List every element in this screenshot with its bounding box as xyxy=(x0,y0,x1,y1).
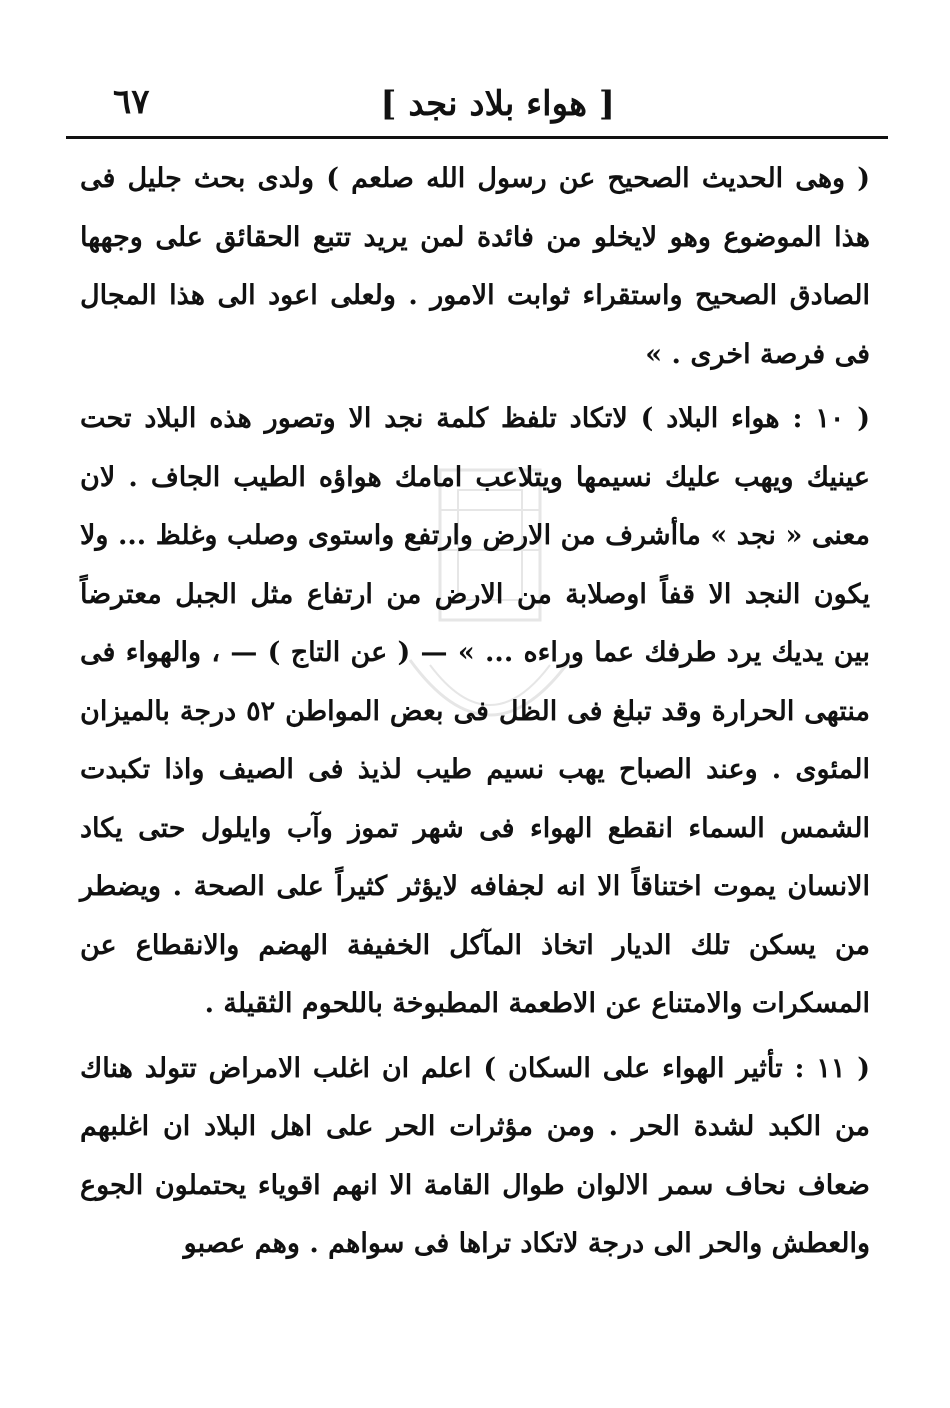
page-header xyxy=(95,78,855,130)
paragraph: ( ١١ : تأثير الهواء على السكان ) اعلم ان اغلب الامراض تتولد هناك من الكبد لشدة الحر . ومن مؤثرات الحر على اهل البلاد ان اغلبهم ضعاف نحاف سمر الالوان طوال القامة الا انهم اقوياء يحتملون الجوع والعطش والحر الى درجة لاتكاد تراها فى سواهم . وهم عصبو xyxy=(80,1052,870,1259)
page-number: ٦٧ xyxy=(113,82,150,122)
paragraph: ( وهى الحديث الصحيح عن رسول الله صلعم ) ولدى بحث جليل فى هذا الموضوع وهو لايخلو من فائدة لمن يريد تتبع الحقائق على وجهها الصادق الصحيح واستقراء ثوابت الامور . ولعلى اعود الى هذا المجال فى فرصة اخرى . » xyxy=(80,163,870,370)
body-text xyxy=(80,150,870,1274)
running-title: [ هواء بلاد نجد ] xyxy=(380,84,615,124)
header-rule xyxy=(66,136,888,139)
paragraph: ( ١٠ : هواء البلاد ) لاتكاد تلفظ كلمة نجد الا وتصور هذه البلاد تحت عينيك ويهب عليك نسيمها ويتلاعب امامك هواؤه الطيب الجاف . لان معنى « نجد » ماأشرف من الارض وارتفع واستوى وصلب وغلظ ... ولا يكون النجد الا قفاً اوصلابة من الارض من ارتفاع مثل الجبل معترضاً بين يديك يرد طرفك عما وراءه ... » — ( عن التاج ) — ، والهواء فى منتهى الحرارة وقد تبلغ فى الظل فى بعض المواطن ٥٢ درجة بالميزان المئوى . وعند الصباح يهب نسيم طيب لذيذ فى الصيف واذا تكبدت الشمس السماء انقطع الهواء فى شهر تموز وآب وايلول حتى يكاد الانسان يموت اختناقاً الا انه لجفافه لايؤثر كثيراً على الصحة . ويضطر من يسكن تلك الديار اتخاذ المآكل الخفيفة الهضم والانقطاع عن المسكرات والامتناع عن الاطعمة المطبوخة باللحوم الثقيلة . xyxy=(80,403,870,1019)
